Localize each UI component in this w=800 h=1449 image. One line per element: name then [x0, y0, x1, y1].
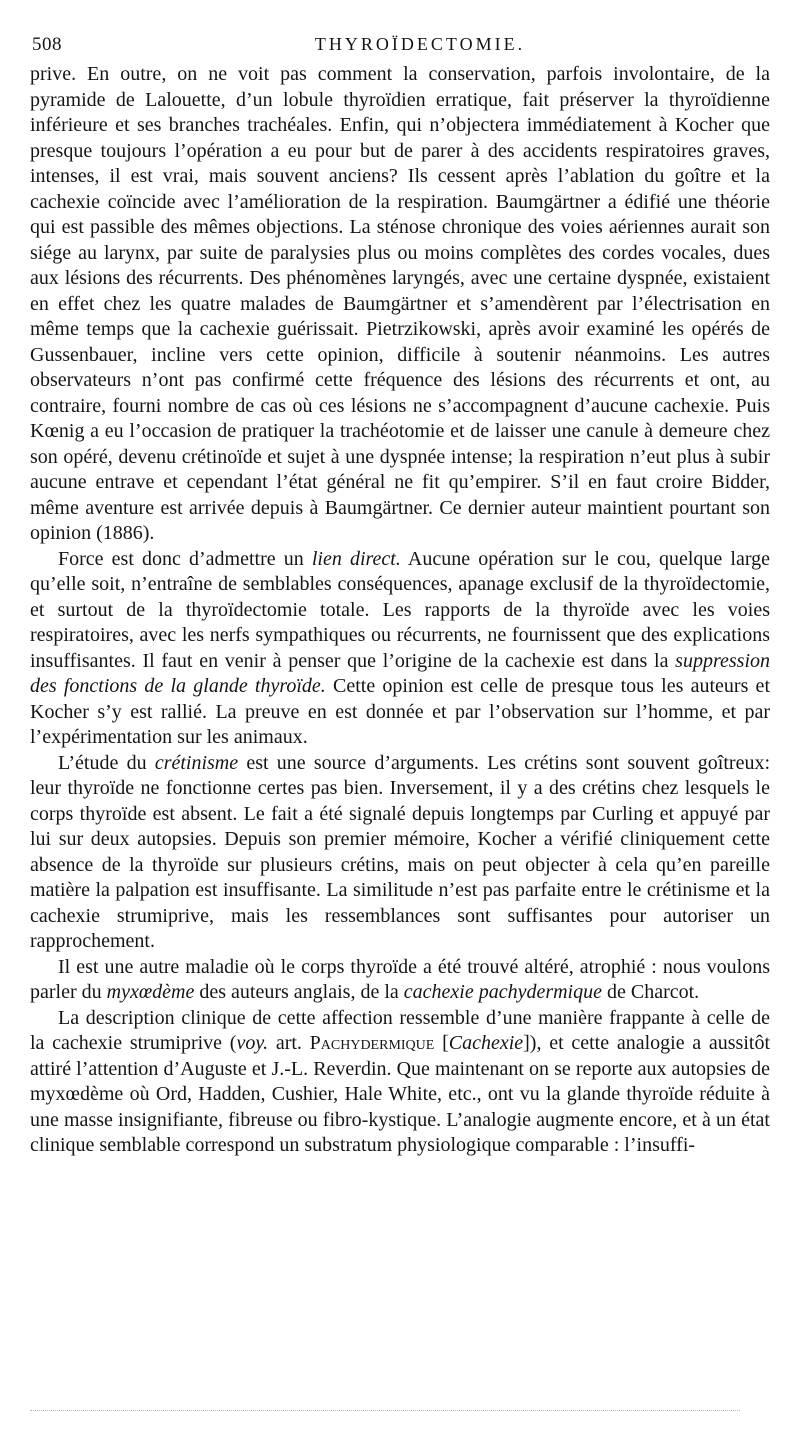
- page-header: [30, 30, 770, 62]
- text-segment: ]), et cette analogie a aussitôt attiré l’attention d’Auguste et J.-L. Reverdin. Que maintenant on se reporte aux autopsies de myxœdème où Ord, Hadden, Cushier, Hale White, etc., ont vu la glande thyroïde réduite à une masse insignifiante, fibreuse ou fibro-kystique. L’analogie augmente encore, et à un état clinique semblable correspond un substratum physiologique comparable : l’insuffi-: [30, 1032, 771, 1156]
- paragraph: [30, 1006, 770, 1159]
- italic-text: myxœdème: [106, 981, 195, 1003]
- text-segment: Il est une autre maladie où le corps thyroïde a été trouvé altéré, atrophié : nous voulons parler du: [30, 955, 770, 1003]
- text-segment: [: [434, 1032, 449, 1054]
- paragraph: [30, 62, 770, 547]
- footer-rule: [30, 1410, 740, 1411]
- text-segment: Cette opinion est celle de presque tous les auteurs et Kocher s’y est rallié. La preuve en est donnée et par l’observation sur l’homme, et par l’expérimentation sur les animaux.: [30, 675, 770, 748]
- paragraph: [30, 547, 770, 751]
- text-segment: est une source d’arguments. Les crétins sont souvent goîtreux: leur thyroïde ne fonctionne certes pas bien. Inversement, il y a des crétins chez lesquels le corps thyroïde est absent. Le fait a été signalé depuis longtemps par Curling et appuyé par lui sur deux autopsies. Depuis son premier mémoire, Kocher a vérifié cliniquement cette absence de la thyroïde sur plusieurs crétins, mais on peut objecter à cela qu’en pareille matière la palpation est insuffisante. La similitude n’est pas parfaite entre le crétinisme et la cachexie strumiprive, mais les ressemblances sont suffisantes pour autoriser un rapprochement.: [30, 751, 770, 952]
- italic-text: crétinisme: [154, 751, 239, 774]
- text-segment: des auteurs anglais, de la: [194, 981, 404, 1003]
- text-segment: La description clinique de cette affection ressemble d’une manière frappante à celle de la cachexie strumiprive (: [30, 1006, 770, 1054]
- text-segment: Aucune opération sur le cou, quelque large qu’elle soit, n’entraîne de semblables conséquences, apanage exclusif de la thyroïdectomie, et surtout de la thyroïdectomie totale. Les rapports de la thyroïde avec les voies respiratoires, avec les nerfs sympathiques ou récurrents, ne fournissent que des explications insuffisantes. Il faut en venir à penser que l’origine de la cachexie est dans la: [30, 547, 770, 672]
- text-segment: de Charcot.: [601, 981, 700, 1003]
- paragraph: [30, 751, 770, 955]
- text-segment: L’étude du: [58, 751, 155, 774]
- body-text: [30, 62, 770, 1159]
- paragraph: [30, 955, 770, 1006]
- italic-text: cachexie pachydermique: [403, 981, 602, 1003]
- text-segment: art.: [268, 1032, 310, 1054]
- text-segment: prive. En outre, on ne voit pas comment la conservation, parfois involontaire, de la pyramide de Lalouette, d’un lobule thyroïdien erratique, fait préserver la thyroïdienne inférieure et ses branches trachéales. Enfin, qui n’objectera immédiatement à Kocher que presque toujours l’opération a eu pour but de parer à des accidents respiratoires graves, intenses, il est vrai, mais souvent anciens? Ils cessent après l’ablation du goître et la cachexie coïncide avec l’amélioration de la respiration. Baumgärtner a édifié une théorie qui est passible des mêmes objections. La sténose chronique des voies aériennes aurait son siége au larynx, par suite de paralysies plus ou moins complètes des cordes vocales, dues aux lésions des récurrents. Des phénomènes laryngés, avec une certaine dyspnée, existaient en effet chez les quatre malades de Baumgärtner et s’amendèrent par l’électrisation en même temps que la cachexie guérissait. Pietrzikowski, après avoir examiné les opérés de Gussenbauer, incline vers cette opinion, difficile à soutenir néanmoins. Les autres observateurs n’ont pas confirmé cette fréquence des lésions des récurrents et ont, au contraire, fourni nombre de cas où ces lésions ne s’accompagnent d’aucune cachexie. Puis Kœnig a eu l’occasion de pratiquer la trachéotomie et de laisser une canule à demeure chez son opéré, devenu crétinoïde et sujet à une dyspnée intense; la respiration n’eut plus à subir aucune entrave et cependant l’état général ne fit qu’empirer. S’il en faut croire Bidder, même aventure est arrivée depuis à Baumgärtner. Ce dernier auteur maintient pourtant son opinion (1886).: [30, 63, 770, 544]
- italic-text: lien direct.: [311, 547, 401, 570]
- text-segment: Force est donc d’admettre un: [58, 547, 312, 570]
- italic-text: voy.: [236, 1032, 269, 1054]
- small-caps-text: Pachydermique: [309, 1032, 435, 1054]
- page-number: 508: [32, 34, 62, 55]
- running-title: THYROÏDECTOMIE.: [314, 34, 526, 54]
- italic-text: Cachexie: [448, 1032, 524, 1054]
- italic-text: suppression des fonctions de la glande thyroïde.: [30, 649, 770, 697]
